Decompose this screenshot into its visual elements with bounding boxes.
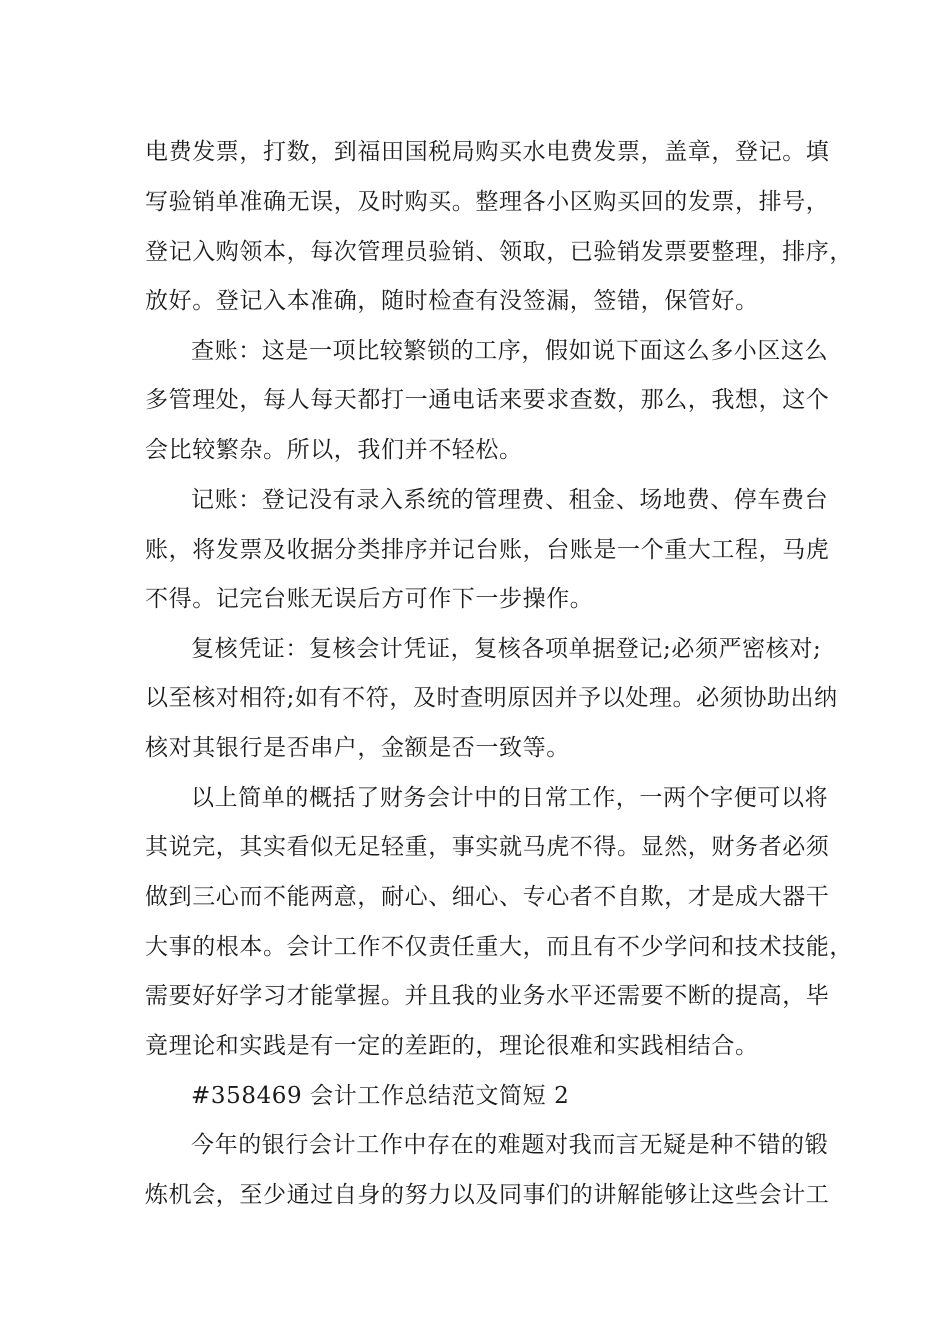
text-line: 会比较繁杂。所以，我们并不轻松。 [145,437,523,463]
text-line: 其说完，其实看似无足轻重，事实就马虎不得。显然，财务者必须 [145,834,830,860]
text-line: 大事的根本。会计工作不仅责任重大，而且有不少学问和技术技能， [145,934,853,960]
text-line: 不得。记完台账无误后方可作下一步操作。 [145,586,594,612]
text-line: 电费发票，打数，到福田国税局购买水电费发票，盖章，登记。填 [145,139,830,165]
paragraph-bank-accounting: 今年的银行会计工作中存在的难题对我而言无疑是种不错的锻 [191,1132,829,1158]
text-line: 核对其银行是否串户，金额是否一致等。 [145,735,570,761]
text-line: 放好。登记入本准确，随时检查有没签漏，签错，保管好。 [145,288,759,314]
paragraph-review-vouchers: 复核凭证：复核会计凭证，复核各项单据登记;必须严密核对; [191,636,822,662]
text-line: 以至核对相符;如有不符，及时查明原因并予以处理。必须协助出纳 [145,685,838,711]
paragraph-check-accounts: 查账：这是一项比较繁锁的工序，假如说下面这么多小区这么 [191,338,829,364]
text-line: 多管理处，每人每天都打一通电话来要求查数，那么，我想，这个 [145,387,830,413]
text-line: 账，将发票及收据分类排序并记台账，台账是一个重大工程，马虎 [145,537,830,563]
text-line: 需要好好学习才能掌握。并且我的业务水平还需要不断的提高，毕 [145,983,830,1009]
text-line: 做到三心而不能两意，耐心、细心、专心者不自欺，才是成大器干 [145,884,830,910]
text-line: 竟理论和实践是有一定的差距的，理论很难和实践相结合。 [145,1033,759,1059]
text-line: 炼机会，至少通过自身的努力以及同事们的讲解能够让这些会计工 [145,1182,830,1208]
text-line: 写验销单准确无误，及时购买。整理各小区购买回的发票，排号， [145,189,830,215]
paragraph-summary: 以上简单的概括了财务会计中的日常工作，一两个字便可以将 [191,785,829,811]
section-heading: #358469 会计工作总结范文简短 2 [191,1083,570,1109]
text-line: 登记入购领本，每次管理员验销、领取，已验销发票要整理，排序， [145,239,853,265]
paragraph-bookkeeping: 记账：登记没有录入系统的管理费、租金、场地费、停车费台 [191,487,829,513]
